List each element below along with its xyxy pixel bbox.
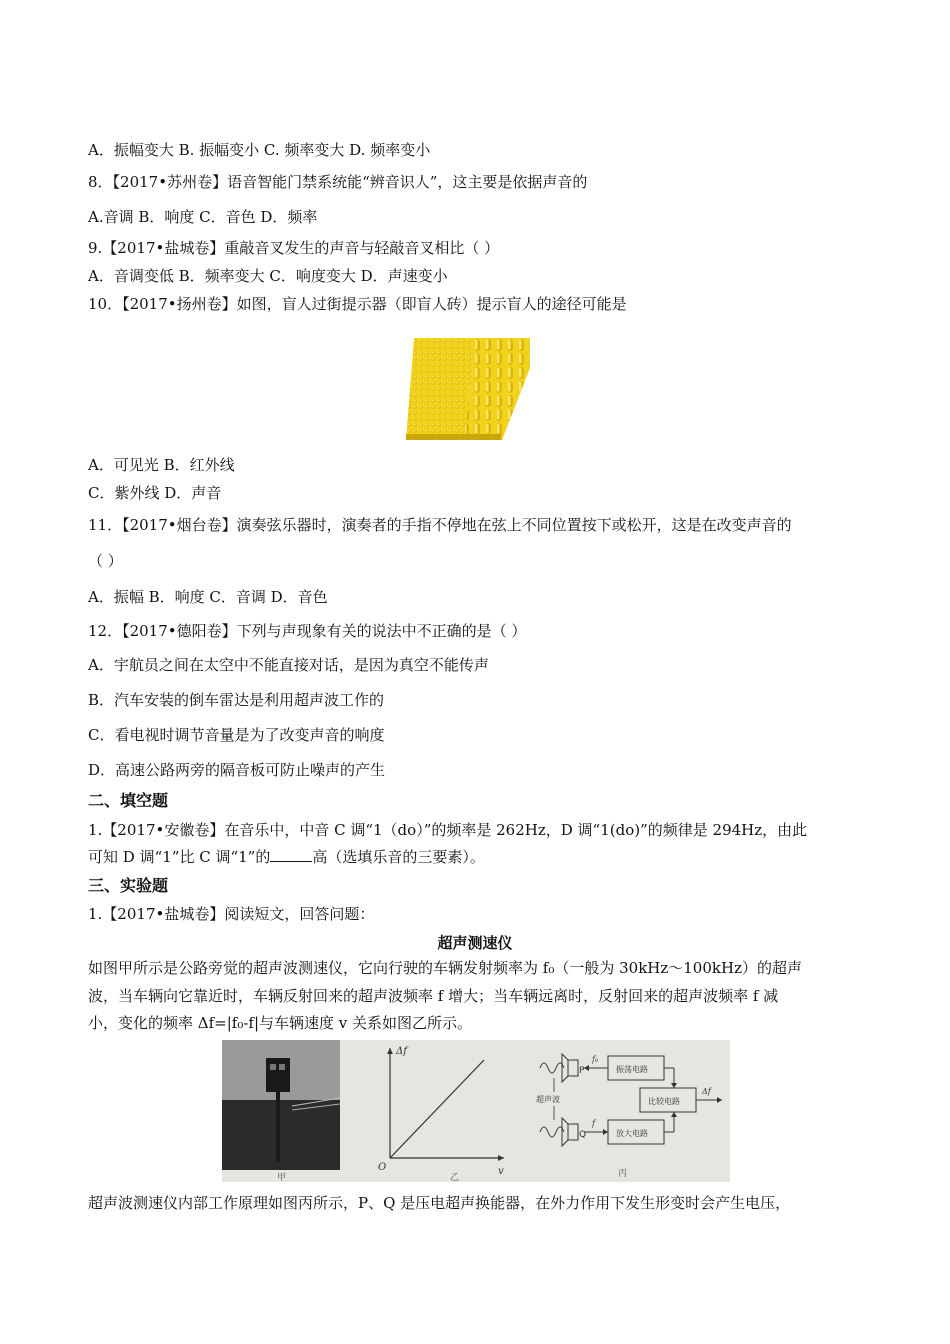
q12-option-c: C．看电视时调节音量是为了改变声音的响度 bbox=[88, 726, 385, 744]
article-line4: 超声波测速仪内部工作原理如图丙所示，P、Q 是压电超声换能器，在外力作用下发生形变时会产生电压， bbox=[88, 1194, 791, 1212]
q10-stem: 10．【2017•扬州卷】如图，盲人过街提示器（即盲人砖）提示盲人的途径可能是 bbox=[88, 295, 627, 313]
tactile-paving-drawing bbox=[406, 338, 530, 440]
article-line3: 小，变化的频率 Δf=|f₀-f|与车辆速度 v 关系如图乙所示。 bbox=[88, 1014, 473, 1032]
label-p: P bbox=[579, 1066, 585, 1076]
exp-q1-stem: 1.【2017•盐城卷】阅读短文，回答问题： bbox=[88, 905, 375, 923]
section-heading-fill: 二、填空题 bbox=[88, 791, 169, 810]
article-line2: 波，当车辆向它靠近时，车辆反射回来的超声波频率 f 增大；当车辆远离时，反射回来的超声波频率 f 减 bbox=[88, 987, 779, 1005]
fill-q1-line1: 1.【2017•安徽卷】在音乐中，中音 C 调“1（do）”的频率是 262Hz，D 调“1(do)”的频律是 294Hz，由此 bbox=[88, 821, 808, 839]
q12-stem: 12．【2017•德阳卷】下列与声现象有关的说法中不正确的是（ ） bbox=[88, 622, 527, 640]
transducer-p bbox=[568, 1060, 578, 1076]
q11-stem: 11．【2017•烟台卷】演奏弦乐器时，演奏者的手指不停地在弦上不同位置按下或松开，这是在改变声音的 bbox=[88, 516, 792, 534]
osc-circuit-label: 振荡电路 bbox=[616, 1065, 648, 1074]
q12-option-d: D．高速公路两旁的隔音板可防止噪声的产生 bbox=[88, 761, 386, 779]
label-df: Δf bbox=[702, 1087, 711, 1096]
amp-circuit-label: 放大电路 bbox=[616, 1129, 648, 1138]
fill-q1-text-a: 可知 D 调“1”比 C 调“1”的 bbox=[88, 848, 271, 866]
q9-options: A．音调变低 B．频率变大 C．响度变大 D．声速变小 bbox=[88, 267, 448, 285]
section-heading-experiment: 三、实验题 bbox=[88, 876, 169, 895]
tactile-paving-image bbox=[406, 338, 530, 440]
label-q: Q bbox=[579, 1130, 587, 1140]
q11-paren: （ ） bbox=[88, 552, 123, 570]
compare-circuit-label: 比较电路 bbox=[648, 1097, 680, 1106]
wave-top bbox=[540, 1063, 564, 1073]
q9-stem: 9.【2017•盐城卷】重敲音叉发生的声音与轻敲音叉相比（ ） bbox=[88, 239, 500, 257]
radar-pole bbox=[276, 1092, 280, 1162]
label-bing: 丙 bbox=[618, 1169, 628, 1179]
graph-line bbox=[390, 1060, 484, 1158]
answer-blank[interactable] bbox=[270, 847, 312, 862]
label-yi: 乙 bbox=[450, 1173, 460, 1182]
q10-options-cd: C．紫外线 D．声音 bbox=[88, 484, 222, 502]
graph-ylabel: Δf bbox=[396, 1046, 407, 1057]
graph-origin: O bbox=[378, 1162, 387, 1173]
q12-option-a: A．宇航员之间在太空中不能直接对话，是因为真空不能传声 bbox=[88, 656, 489, 674]
q11-options: A．振幅 B．响度 C．音调 D．音色 bbox=[88, 588, 328, 606]
speed-radar-figure bbox=[222, 1040, 730, 1182]
label-f0: f₀ bbox=[592, 1055, 599, 1064]
label-f: f bbox=[592, 1119, 595, 1128]
wave-bottom bbox=[540, 1127, 564, 1137]
article-title: 超声测速仪 bbox=[437, 934, 513, 952]
q10-options-ab: A．可见光 B．红外线 bbox=[88, 456, 235, 474]
graph-xlabel: v bbox=[498, 1166, 504, 1177]
label-wave: 超声波 bbox=[536, 1095, 560, 1104]
q12-option-b: B．汽车安装的倒车雷达是利用超声波工作的 bbox=[88, 691, 385, 709]
figure-drawing bbox=[222, 1040, 730, 1182]
q7-options: A．振幅变大 B. 振幅变小 C. 频率变大 D. 频率变小 bbox=[88, 141, 431, 159]
fill-q1-text-b: 高（选填乐音的三要素）。 bbox=[312, 848, 485, 866]
q8-stem: 8．【2017•苏州卷】语音智能门禁系统能“辨音识人”，这主要是依据声音的 bbox=[88, 173, 588, 191]
article-line1: 如图甲所示是公路旁觉的超声波测速仪，它向行驶的车辆发射频率为 f₀（一般为 30kHz～100kHz）的超声 bbox=[88, 959, 802, 977]
label-jia: 甲 bbox=[277, 1173, 287, 1182]
radar-box-shape bbox=[266, 1058, 290, 1092]
transducer-q bbox=[568, 1124, 578, 1140]
q8-options: A.音调 B．响度 C．音色 D．频率 bbox=[88, 208, 318, 226]
fill-q1-line2 bbox=[88, 847, 485, 867]
